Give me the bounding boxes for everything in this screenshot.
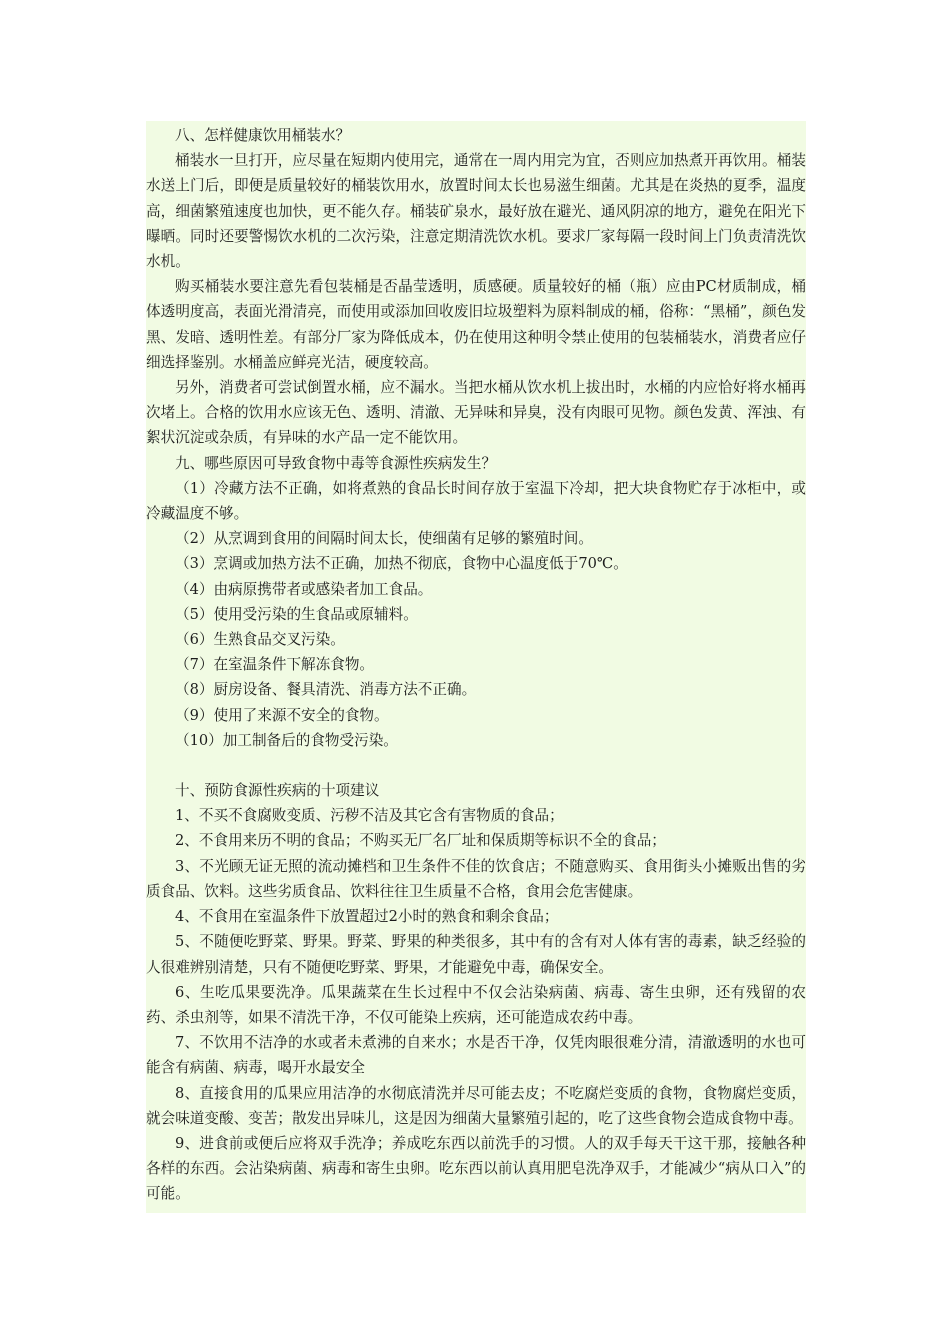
section-9-item: （6）生熟食品交叉污染。 [175,631,345,649]
section-8-paragraph: 另外，消费者可尝试倒置水桶，应不漏水。当把水桶从饮水机上拔出时，水桶的内应恰好将水桶再次堵上。合格的饮用水应该无色、透明、清澈、无异味和异臭，没有肉眼可见物。颜色发黄、浑浊、有絮状沉淀或杂质，有异味的水产品一定不能饮用。 [146,379,806,447]
section-9-item: （4）由病原携带者或感染者加工食品。 [175,580,433,598]
section-10-item: 2、不食用来历不明的食品；不购买无厂名厂址和保质期等标识不全的食品； [175,832,666,850]
section-8-heading: 八、怎样健康饮用桶装水？ [175,127,351,144]
section-9-item: （10）加工制备后的食物受污染。 [175,731,398,749]
section-10-item: 5、不随便吃野菜、野果。野菜、野果的种类很多，其中有的含有对人体有害的毒素，缺乏经验的人很难辨别清楚，只有不随便吃野菜、野果，才能避免中毒，确保安全。 [146,933,806,976]
document-body [146,121,806,1213]
section-10-item: 8、直接食用的瓜果应用洁净的水彻底清洗并尽可能去皮；不吃腐烂变质的食物，食物腐烂变质，就会味道变酸、变苦；散发出异味儿，这是因为细菌大量繁殖引起的，吃了这些食物会造成食物中毒。 [146,1084,806,1127]
section-9-item: （7）在室温条件下解冻食物。 [175,656,375,674]
section-8-paragraph: 购买桶装水要注意先看包装桶是否晶莹透明，质感硬。质量较好的桶（瓶）应由PC材质制成，桶体透明度高，表面光滑清亮，而使用或添加回收废旧垃圾塑料为原料制成的桶，俗称：“黑桶”，颜色发黑、发暗、透明性差。有部分厂家为降低成本，仍在使用这种明令禁止使用的包装桶装水，消费者应仔细选择鉴别。水桶盖应鲜亮光洁，硬度较高。 [146,278,806,371]
section-10-item: 7、不饮用不洁净的水或者未煮沸的自来水；水是否干净，仅凭肉眼很难分清，清澈透明的水也可能含有病菌、病毒，喝开水最安全 [146,1034,806,1077]
section-10-item: 3、不光顾无证无照的流动摊档和卫生条件不佳的饮食店；不随意购买、食用街头小摊贩出售的劣质食品、饮料。这些劣质食品、饮料往往卫生质量不合格，食用会危害健康。 [146,857,806,900]
blank-line [146,753,806,778]
section-10-item: 9、进食前或便后应将双手洗净；养成吃东西以前洗手的习惯。人的双手每天干这干那，接触各种各样的东西。会沾染病菌、病毒和寄生虫卵。吃东西以前认真用肥皂洗净双手，才能减少“病从口入”的可能。 [146,1134,806,1203]
section-9-item: （3）烹调或加热方法不正确，加热不彻底，食物中心温度低于70℃。 [175,555,628,573]
section-8-paragraph: 桶装水一旦打开，应尽量在短期内使用完，通常在一周内用完为宜，否则应加热煮开再饮用。桶装水送上门后，即便是质量较好的桶装饮用水，放置时间太长也易滋生细菌。尤其是在炎热的夏季，温度高，细菌繁殖速度也加快，更不能久存。桶装矿泉水，最好放在避光、通风阴凉的地方，避免在阳光下曝晒。同时还要警惕饮水机的二次污染，注意定期清洗饮水机。要求厂家每隔一段时间上门负责清洗饮水机。 [146,152,806,271]
section-10-item: 4、不食用在室温条件下放置超过2小时的熟食和剩余食品； [175,908,559,926]
section-9-item: （9）使用了来源不安全的食物。 [175,706,389,724]
section-9-heading: 九、哪些原因可导致食物中毒等食源性疾病发生？ [175,454,497,472]
section-10-heading: 十、预防食源性疾病的十项建议 [175,782,380,800]
section-9-item: （8）厨房设备、餐具清洗、消毒方法不正确。 [175,681,477,699]
section-9-item: （2）从烹调到食用的间隔时间太长，使细菌有足够的繁殖时间。 [175,530,593,548]
section-9-item: （1）冷藏方法不正确，如将煮熟的食品长时间存放于室温下冷却，把大块食物贮存于冰柜中，或冷藏温度不够。 [146,479,806,523]
section-9-item: （5）使用受污染的生食品或原辅料。 [175,605,418,623]
section-10-item: 6、生吃瓜果要洗净。瓜果蔬菜在生长过程中不仅会沾染病菌、病毒、寄生虫卵，还有残留的农药、杀虫剂等，如果不清洗干净，不仅可能染上疾病，还可能造成农药中毒。 [146,983,806,1026]
section-10-item: 1、不买不食腐败变质、污秽不洁及其它含有害物质的食品； [175,807,564,825]
